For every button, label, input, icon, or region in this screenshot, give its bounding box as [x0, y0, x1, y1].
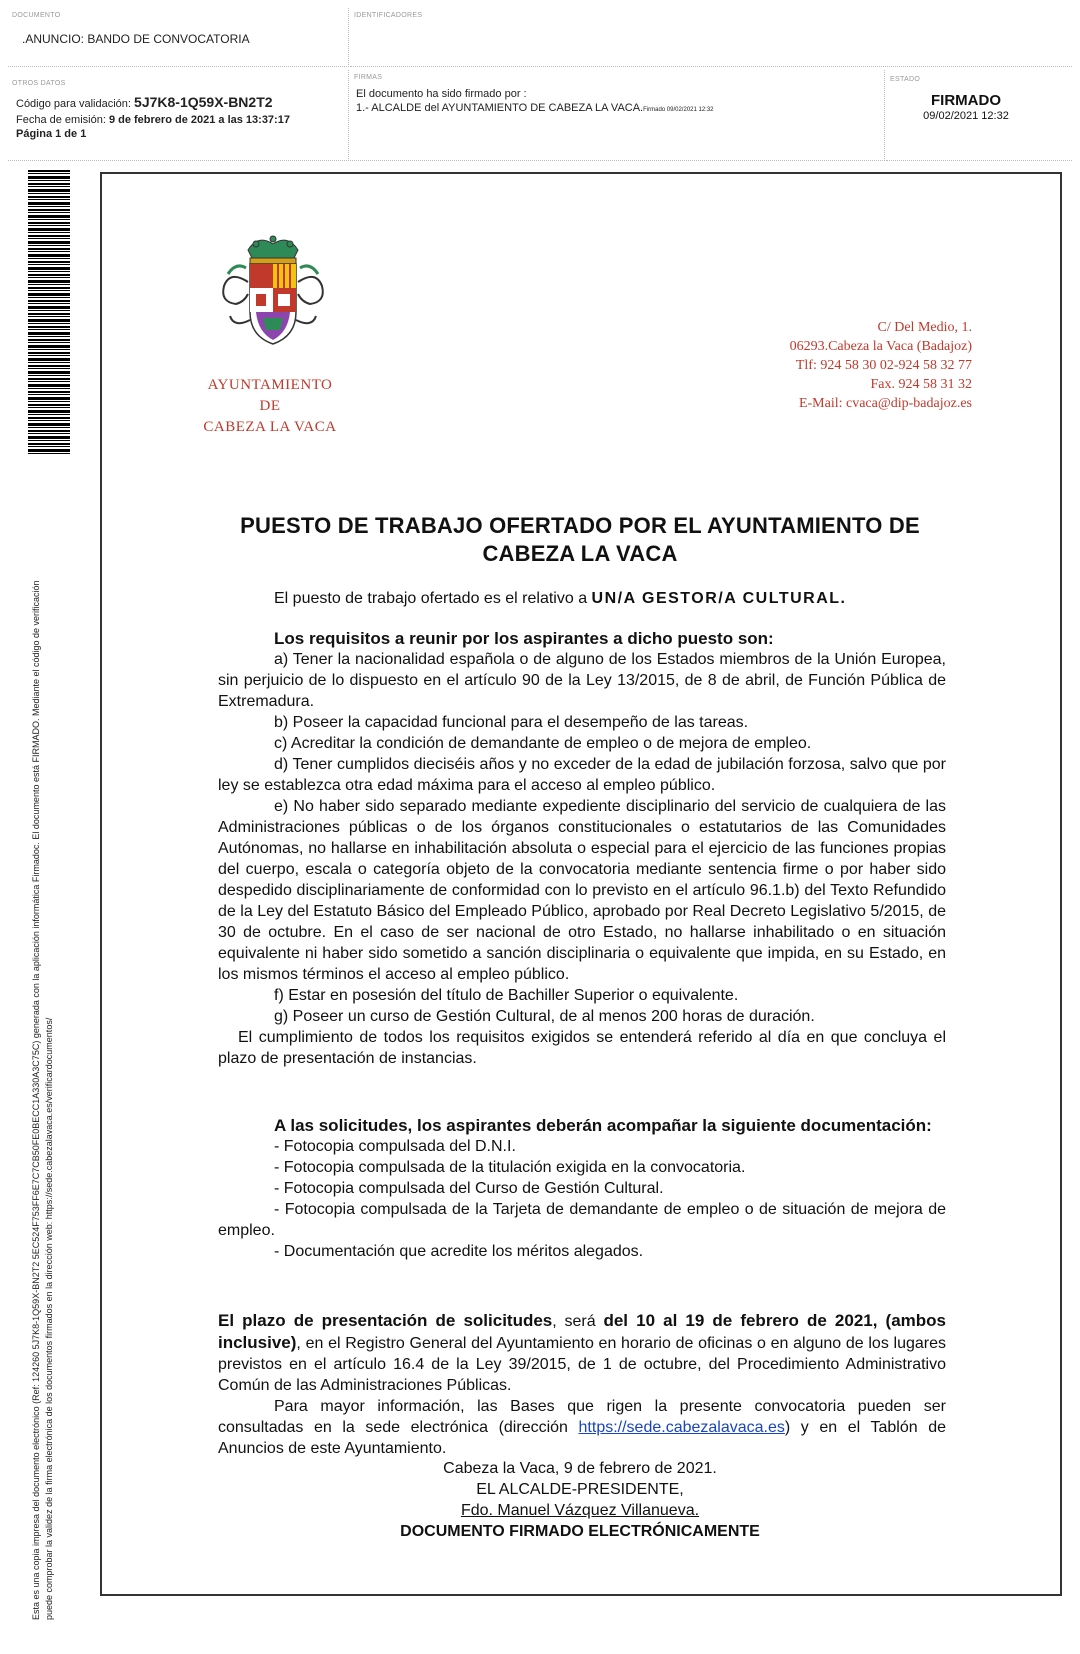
side-note-line2: puede comprobar la validez de la firma electrónica de los documentos firmados en la dirección web: https://sede.cabezalavaca.es/verificardocumentos/ [44, 1017, 54, 1620]
page-title [120, 512, 1040, 568]
plazo-text-2: , en el Registro General del Ayuntamiento en horario de oficinas o en alguno de los lugares previstos en el artículo 16.4 de la Ley 39/2015, de 1 de octubre, del Procedimiento Administrativo Común de las Administraciones Públicas. [218, 1335, 946, 1394]
requirement-b: b) Poseer la capacidad funcional para el desempeño de las tareas. [274, 714, 749, 731]
job-title: UN/A GESTOR/A CULTURAL. [591, 590, 847, 607]
fecha-emision [16, 114, 290, 126]
document-item-1: - Fotocopia compulsada del D.N.I. [274, 1138, 516, 1155]
pagina-indicator: Página 1 de 1 [16, 128, 87, 140]
plazo-text-1: , será [552, 1313, 604, 1330]
signer-name: Fdo. Manuel Vázquez Villanueva. [460, 1502, 700, 1519]
codigo-validacion [16, 94, 273, 110]
codigo-value: 5J7K8-1Q59X-BN2T2 [134, 94, 273, 110]
codigo-label: Código para validación: [16, 98, 131, 110]
header-firmas [350, 70, 885, 161]
documento-label: DOCUMENTO [12, 12, 61, 19]
info-text-1: Para mayor información, las Bases que rigen la presente convocatoria pueden ser consultadas en la sede electrónica (dirección [218, 1398, 946, 1436]
requirement-a: a) Tener la nacionalidad española o de alguno de los Estados miembros de la Unión Europea, sin perjuicio de lo dispuesto en el artículo 90 de la Ley 13/2015, de 8 de abril, de Función Pública de Extremadura. [218, 651, 946, 710]
title-line2: CABEZA LA VACA [482, 541, 678, 566]
signature-block [370, 1458, 790, 1521]
contact-fax: Fax. 924 58 31 32 [870, 377, 972, 392]
document-item-5: - Documentación que acredite los méritos alegados. [274, 1243, 644, 1260]
signer-role: EL ALCALDE-PRESIDENTE, [476, 1481, 684, 1498]
header-documento [8, 8, 349, 67]
firmas-line1: El documento ha sido firmado por : [356, 88, 527, 100]
info-paragraph [218, 1396, 946, 1459]
requirements-footer: El cumplimiento de todos los requisitos exigidos se entenderá referido al día en que concluya el plazo de presentación de instancias. [218, 1029, 946, 1067]
firmas-small: Firmado 09/02/2021 12:32 [643, 107, 714, 113]
otros-datos-label: OTROS DATOS [12, 80, 66, 87]
fecha-value: 9 de febrero de 2021 a las 13:37:17 [108, 114, 290, 126]
contact-city: 06293.Cabeza la Vaca (Badajoz) [789, 339, 972, 354]
document-item-2: - Fotocopia compulsada de la titulación exigida en la convocatoria. [274, 1159, 746, 1176]
side-verification-note [30, 580, 56, 1620]
side-note-line1: Esta es una copia impresa del documento electrónico (Ref: 124260 5J7K8-1Q59X-BN2T2 5EC524F753FF6E7C7CB50FE0BECC1A330A3C75C) generada con la aplicación informática Firmadoc. El documento está FIRMADO. Mediante el código de verificación [31, 580, 41, 1620]
barcode [28, 170, 70, 455]
requirement-g: g) Poseer un curso de Gestión Cultural, de al menos 200 horas de duración. [274, 1008, 815, 1025]
documento-value: .ANUNCIO: BANDO DE CONVOCATORIA [22, 32, 250, 46]
documents-section [218, 1115, 946, 1262]
requirement-c: c) Acreditar la condición de demandante de empleo o de mejora de empleo. [274, 735, 812, 752]
requirements-heading: Los requisitos a reunir por los aspirantes a dicho puesto son: [274, 629, 774, 648]
intro-prefix: El puesto de trabajo ofertado es el relativo a [274, 590, 592, 607]
firmante: 1.- ALCALDE del AYUNTAMIENTO DE CABEZA LA VACA. [356, 102, 644, 114]
intro-paragraph [274, 588, 964, 609]
contact-address: C/ Del Medio, 1. [877, 320, 972, 335]
header-otros-datos [8, 70, 349, 161]
document-item-3: - Fotocopia compulsada del Curso de Gestión Cultural. [274, 1180, 664, 1197]
requirement-d: d) Tener cumplidos dieciséis años y no exceder de la edad de jubilación forzosa, salvo que por ley se establezca otra edad máxima para el acceso al empleo público. [218, 756, 946, 794]
header-identificadores [350, 8, 1072, 67]
contact-email: E-Mail: cvaca@dip-badajoz.es [798, 396, 972, 411]
fecha-label: Fecha de emisión: [16, 114, 106, 126]
ayto-line1: AYUNTAMIENTO [207, 377, 333, 393]
ayto-line2: DE [259, 398, 281, 414]
header-estado [886, 70, 1072, 161]
estado-label: ESTADO [890, 76, 921, 83]
sede-link[interactable]: https://sede.cabezalavaca.es [578, 1419, 785, 1436]
documents-heading: A las solicitudes, los aspirantes deberán acompañar la siguiente documentación: [274, 1116, 932, 1135]
ayuntamiento-name [190, 375, 350, 438]
contact-phone: Tlf: 924 58 30 02-924 58 32 77 [795, 358, 972, 373]
coat-of-arms-logo [208, 232, 338, 358]
requirement-f: f) Estar en posesión del título de Bachiller Superior o equivalente. [274, 987, 739, 1004]
document-item-4: - Fotocopia compulsada de la Tarjeta de demandante de empleo o de situación de mejora de empleo. [218, 1201, 946, 1239]
title-line1: PUESTO DE TRABAJO OFERTADO POR EL AYUNTAMIENTO DE [240, 513, 920, 538]
ayto-line3: CABEZA LA VACA [203, 419, 337, 435]
plazo-bold-1: El plazo de presentación de solicitudes [218, 1311, 553, 1330]
plazo-bold-2: del 10 al 19 de febrero de 2021, (ambos inclusive) [218, 1311, 946, 1352]
info-text-2: ) y en el Tablón de Anuncios de este Ayuntamiento. [218, 1419, 946, 1457]
firmas-label: FIRMAS [354, 74, 383, 81]
firmas-line2 [356, 102, 714, 114]
requirements-section [218, 628, 946, 1069]
estado-value: FIRMADO [931, 92, 1001, 109]
contact-block [790, 318, 972, 413]
place-date: Cabeza la Vaca, 9 de febrero de 2021. [443, 1460, 717, 1477]
identificadores-label: IDENTIFICADORES [354, 12, 423, 19]
plazo-section [218, 1310, 946, 1459]
requirement-e: e) No haber sido separado mediante expediente disciplinario del servicio de cualquiera de las Administraciones públicas o de los órganos constitucionales o estatutarios de las Comunidades Autónomas, no hallarse en inhabilitación absoluta o especial para el ejercicio de las funciones propias del cuerpo, escala o categoría objeto de la convocatoria mediante sentencia firme o por haber sido despedido disciplinariamente de conformidad con lo previsto en el artículo 96.1.b) del Texto Refundido de la Ley del Estatuto Básico del Empleado Público, aprobado por Real Decreto Legislativo 5/2015, de 30 de octubre. En el caso de ser nacional de otro Estado, no hallarse inhabilitado o en situación equivalente ni haber sido sometido a sanción disciplinaria o equivalente que impida, en su Estado, en los mismos términos el acceso al empleo público. [218, 798, 946, 983]
plazo-paragraph [218, 1310, 946, 1396]
electronic-signature-note: DOCUMENTO FIRMADO ELECTRÓNICAMENTE [400, 1523, 760, 1540]
estado-date: 09/02/2021 12:32 [923, 110, 1009, 122]
